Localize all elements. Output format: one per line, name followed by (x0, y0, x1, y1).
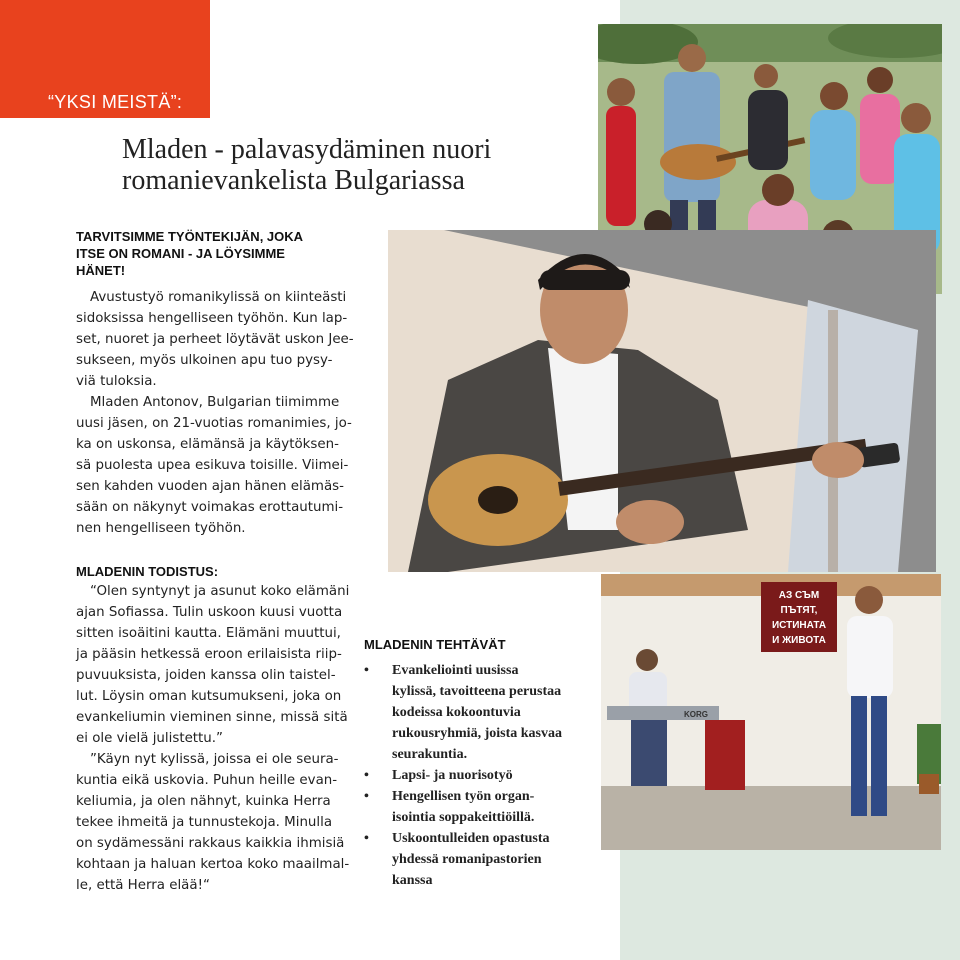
title-line-1: Mladen - palavasydäminen nuori (122, 134, 492, 165)
photo-singing-stage-image (601, 574, 941, 850)
sign-line-1: АЗ СЪМ (778, 590, 820, 601)
testimony-paragraph: “Olen syntynyt ja asunut koko elämäni ajan Sofiassa. Tulin uskoon kuusi vuotta sitten isoäitini kautta. Elämäni muuttui, ja pääsin hetkessä eroon erilaisista riip- puvuuksista, joiden kanssa olin taistel- lut. Löysin oman kutsumukseni, joka on evankeliumin vieminen sinne, missä sitä ei ole vielä julistettu.” (76, 584, 350, 746)
tasks-heading: MLADENIN TEHTÄVÄT (364, 637, 506, 652)
sign-line-3: ИСТИНАТА (771, 620, 827, 631)
tasks-list-item: • Uskoontulleiden opastusta yhdessä romanipastorien kanssa (364, 831, 550, 888)
intro-paragraph: Avustustyö romanikylissä on kiinteästi sidoksissa hengelliseen työhön. Kun lap- set, nuoret ja perheet löytävät uskon Jee- sukseen, myös ulkoinen apu tuo pysy- viä tuloksia. (76, 290, 354, 389)
section-label: “YKSI MEISTÄ”: (48, 92, 183, 112)
intro-paragraph: Mladen Antonov, Bulgarian tiimimme uusi jäsen, on 21-vuotias romanimies, jo- ka on uskonsa, elämänsä ja käytöksen- sä puolesta upea esikuva toisille. Viimei- sen kahden vuoden ajan hänen elämäs- sään on näkynyt voimakas erottautumi- nen hengelliseen työhön. (76, 395, 352, 536)
section-label-box (0, 0, 210, 118)
testimony-paragraph: ”Käyn nyt kylissä, joissa ei ole seura- kuntia eikä uskovia. Puhun heille evan- keliumia, ja olen nähnyt, kuinka Herra tekee ihmeitä ja tunnustekoja. Minulla on sydämessäni rakkaus kaikkia ihmisiä kohtaan ja haluan kertoa koko maailmal- le, että Herra elää!“ (76, 752, 350, 893)
photo-mladen-guitar (388, 230, 936, 572)
photo-mladen-guitar-image (388, 230, 936, 572)
keyboard-brand: KORG (684, 710, 708, 719)
testimony-body (76, 581, 376, 896)
tasks-list (364, 660, 594, 891)
intro-heading: TARVITSIMME TYÖNTEKIJÄN, JOKA ITSE ON ROMANI - JA LÖYSIMME HÄNET! (76, 229, 304, 278)
tasks-list-item: • Hengellisen työn organ- isointia soppakeittiöillä. (364, 789, 535, 825)
intro-body (76, 287, 376, 539)
sign-line-4: И ЖИВОТА (772, 635, 826, 646)
tasks-list-item: • Evankeliointi uusissa kylissä, tavoitteena perustaa kodeissa kokoontuvia rukousryhmiä, joista kasvaa seurakuntia. (364, 663, 562, 762)
title-line-2: romanievankelista Bulgariassa (122, 165, 465, 196)
tasks-list-item: • Lapsi- ja nuorisotyö (364, 768, 513, 783)
sign-line-2: ПЪТЯТ, (780, 605, 818, 616)
photo-singing-stage (601, 574, 941, 850)
article-title (122, 134, 602, 196)
testimony-heading: MLADENIN TODISTUS: (76, 564, 219, 579)
